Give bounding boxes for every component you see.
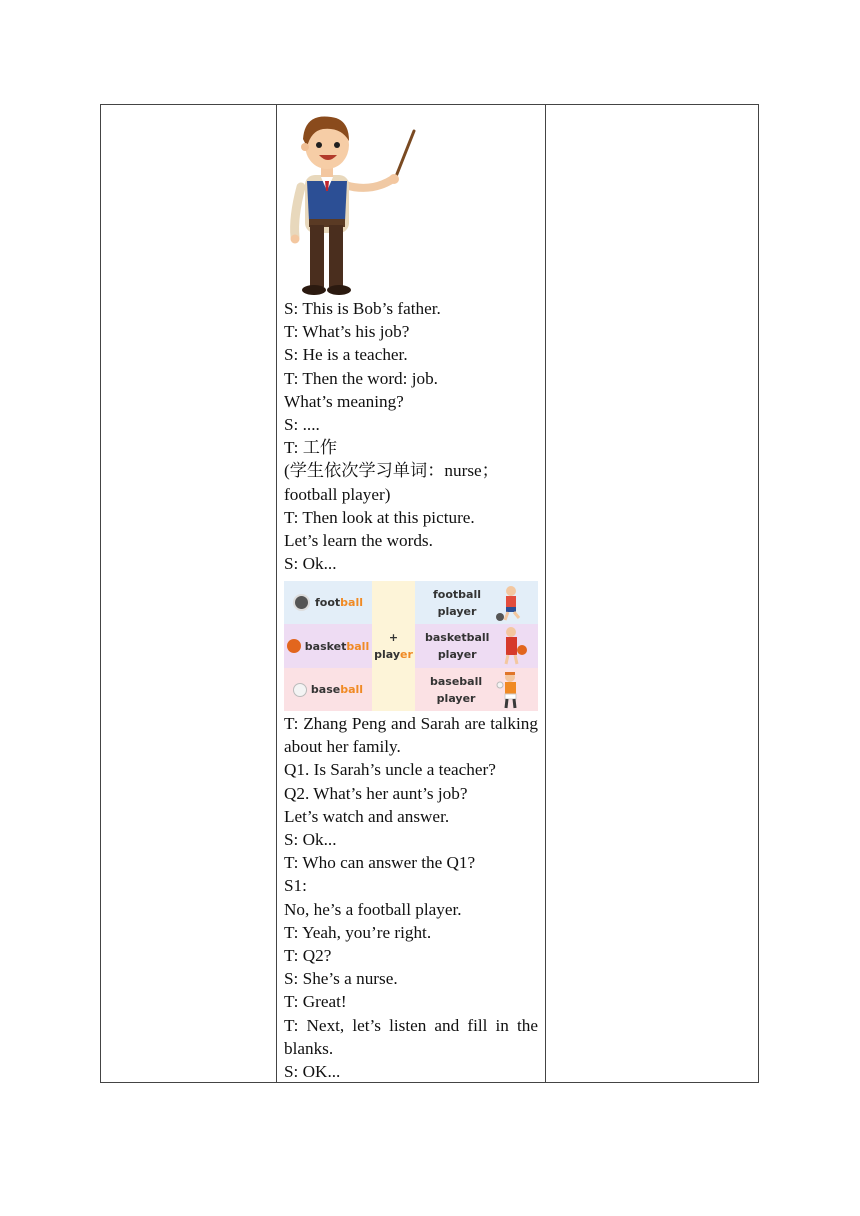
column-divider-2: [545, 105, 546, 1082]
player-word: player: [374, 648, 413, 661]
dialogue-line: T: Then look at this picture.: [284, 507, 475, 527]
word-basketball-card: [284, 624, 372, 668]
word-suffix: ball: [340, 683, 364, 696]
dialogue-paragraph: T: Next, let’s listen and fill in the blanks.: [284, 1015, 538, 1058]
dialogue-line: S: Ok...: [284, 554, 337, 574]
dialogue-top: [284, 297, 538, 575]
dialogue-line: S: This is Bob’s father.: [284, 299, 441, 318]
dialogue-line: T: What’s his job?: [284, 322, 410, 342]
dialogue-line: S: ....: [284, 415, 320, 435]
dialogue-line: S1:: [284, 876, 307, 896]
dialogue-line: Let’s watch and answer.: [284, 806, 450, 826]
basketball-icon: [287, 639, 301, 653]
teacher-illustration: [283, 107, 423, 297]
dialogue-line: T: Then the word: job.: [284, 368, 438, 388]
dialogue-line: Q1. Is Sarah’s uncle a teacher?: [284, 760, 496, 780]
basketball-player-icon: [497, 626, 527, 666]
dialogue-paragraph: T: Zhang Peng and Sarah are talking about her family.: [284, 714, 538, 757]
dialogue-line: No, he’s a football player.: [284, 899, 462, 919]
baseball-player-card: baseball player: [415, 668, 538, 711]
dialogue-line: T: Who can answer the Q1?: [284, 853, 476, 873]
baseball-icon: [293, 683, 307, 697]
dialogue-line: T: Great!: [284, 992, 347, 1012]
dialogue-line: Let’s learn the words.: [284, 531, 433, 551]
dialogue-bottom: [284, 712, 538, 1083]
player-suffix-card: [372, 581, 415, 711]
football-player-card: football player: [415, 581, 538, 624]
word-suffix: ball: [340, 596, 363, 609]
dialogue-line: football player): [284, 484, 391, 504]
dialogue-line: What’s meaning?: [284, 391, 404, 411]
dialogue-line: S: Ok...: [284, 830, 337, 850]
word-baseball-card: [284, 668, 372, 711]
word-prefix: base: [310, 683, 341, 696]
football-player-icon: [495, 584, 525, 622]
lesson-table: [100, 104, 759, 1083]
dialogue-line: T: Yeah, you’re right.: [284, 922, 432, 942]
dialogue-line: T: Q2?: [284, 946, 332, 966]
basketball-player-card: basketball player: [415, 624, 538, 668]
baseball-player-icon: [496, 670, 526, 710]
word-prefix: foot: [314, 596, 341, 609]
dialogue-line: S: OK...: [284, 1062, 341, 1082]
dialogue-line: Q2. What’s her aunt’s job?: [284, 783, 468, 803]
word-suffix: ball: [346, 639, 370, 653]
word-prefix: basket: [304, 639, 347, 653]
word-football-card: [284, 581, 372, 624]
dialogue-line: S: He is a teacher.: [284, 345, 408, 365]
dialogue-line: T: 工作: [284, 438, 338, 458]
dialogue-line: S: She’s a nurse.: [284, 969, 398, 989]
activity-cell: [277, 105, 545, 1082]
sports-words-image: [284, 581, 538, 711]
dialogue-line: (学生依次学习单词：nurse；: [284, 461, 499, 481]
ball-icon: [293, 594, 310, 611]
plus-sign: +: [388, 631, 399, 644]
